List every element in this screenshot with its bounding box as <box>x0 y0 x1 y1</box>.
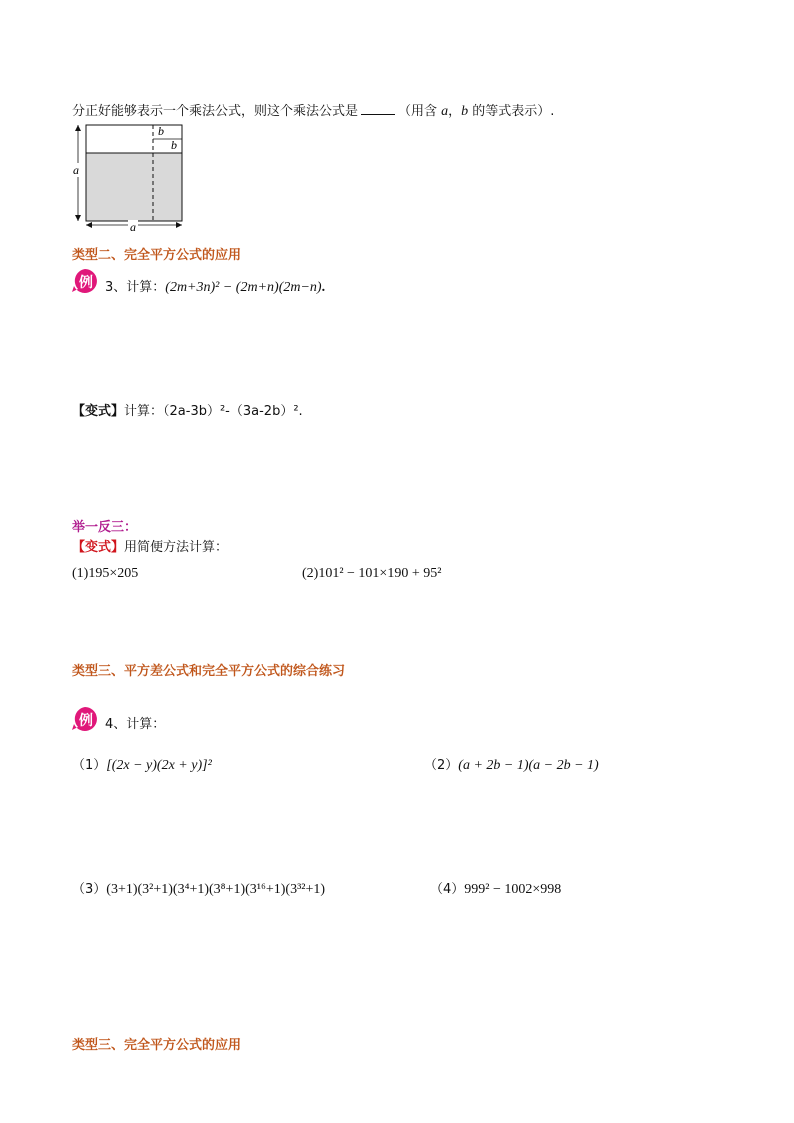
variant-2-item-1: (1)195×205 <box>72 566 139 581</box>
example-3-end: . <box>321 280 326 295</box>
variant-1 <box>72 400 303 419</box>
q3-expr: (3+1)(3²+1)(3⁴+1)(3⁸+1)(3¹⁶+1)(3³²+1) <box>106 882 326 897</box>
arrow-up <box>75 125 81 131</box>
section-2-title: 类型二、完全平方公式的应用 <box>72 248 242 263</box>
label-b-top: b <box>158 124 164 138</box>
section-3-title: 类型三、平方差公式和完全平方公式的综合练习 <box>72 664 346 679</box>
variant-1-tag: 【变式】 <box>72 404 125 419</box>
answer-blank[interactable] <box>361 103 395 115</box>
intro-comma: ， <box>448 104 462 119</box>
question-2 <box>424 754 599 774</box>
example-3 <box>105 276 325 296</box>
question-3 <box>72 878 325 898</box>
question-4 <box>430 878 561 898</box>
example-3-badge-label: 例 <box>79 275 93 291</box>
arrow-right <box>176 222 182 228</box>
intro-line <box>72 100 554 120</box>
var-a: a <box>441 104 449 119</box>
label-b-right: b <box>171 138 177 152</box>
intro-hint-2: 的等式表示）. <box>468 104 555 119</box>
q4-label: （4） <box>430 882 465 897</box>
variant-2-text: 用简便方法计算： <box>124 540 229 555</box>
square-figure <box>70 122 190 232</box>
variant-1-text: 计算：（2a-3b）²-（3a-2b）². <box>124 404 303 419</box>
q1-label: （1） <box>72 758 107 773</box>
variant-2 <box>72 536 228 555</box>
q4-expr: 999² − 1002×998 <box>464 882 562 897</box>
variant-2-item-2: (2)101² − 101×190 + 95² <box>302 566 442 581</box>
arrow-down <box>75 215 81 221</box>
juyi-title: 举一反三： <box>72 520 138 535</box>
q1-expr: [(2x − y)(2x + y)]² <box>106 758 212 773</box>
section-4-title: 类型三、完全平方公式的应用 <box>72 1038 242 1053</box>
intro-hint-1: （用含 <box>398 104 442 119</box>
intro-text: 分正好能够表示一个乘法公式，则这个乘法公式是 <box>72 104 359 119</box>
question-1 <box>72 754 212 774</box>
example-4-number: 4、计算： <box>105 717 166 732</box>
label-a-bottom: a <box>130 220 136 232</box>
q3-label: （3） <box>72 882 107 897</box>
shaded-rect <box>86 153 182 221</box>
example-3-number: 3、计算： <box>105 280 166 295</box>
variant-2-tag: 【变式】 <box>72 540 125 555</box>
example-4-badge-label: 例 <box>79 713 93 729</box>
q2-label: （2） <box>424 758 459 773</box>
label-a-left: a <box>73 163 79 177</box>
arrow-left <box>86 222 92 228</box>
example-3-expr: (2m+3n)² − (2m+n)(2m−n) <box>165 280 322 295</box>
var-b: b <box>461 104 469 119</box>
q2-expr: (a + 2b − 1)(a − 2b − 1) <box>458 758 599 773</box>
